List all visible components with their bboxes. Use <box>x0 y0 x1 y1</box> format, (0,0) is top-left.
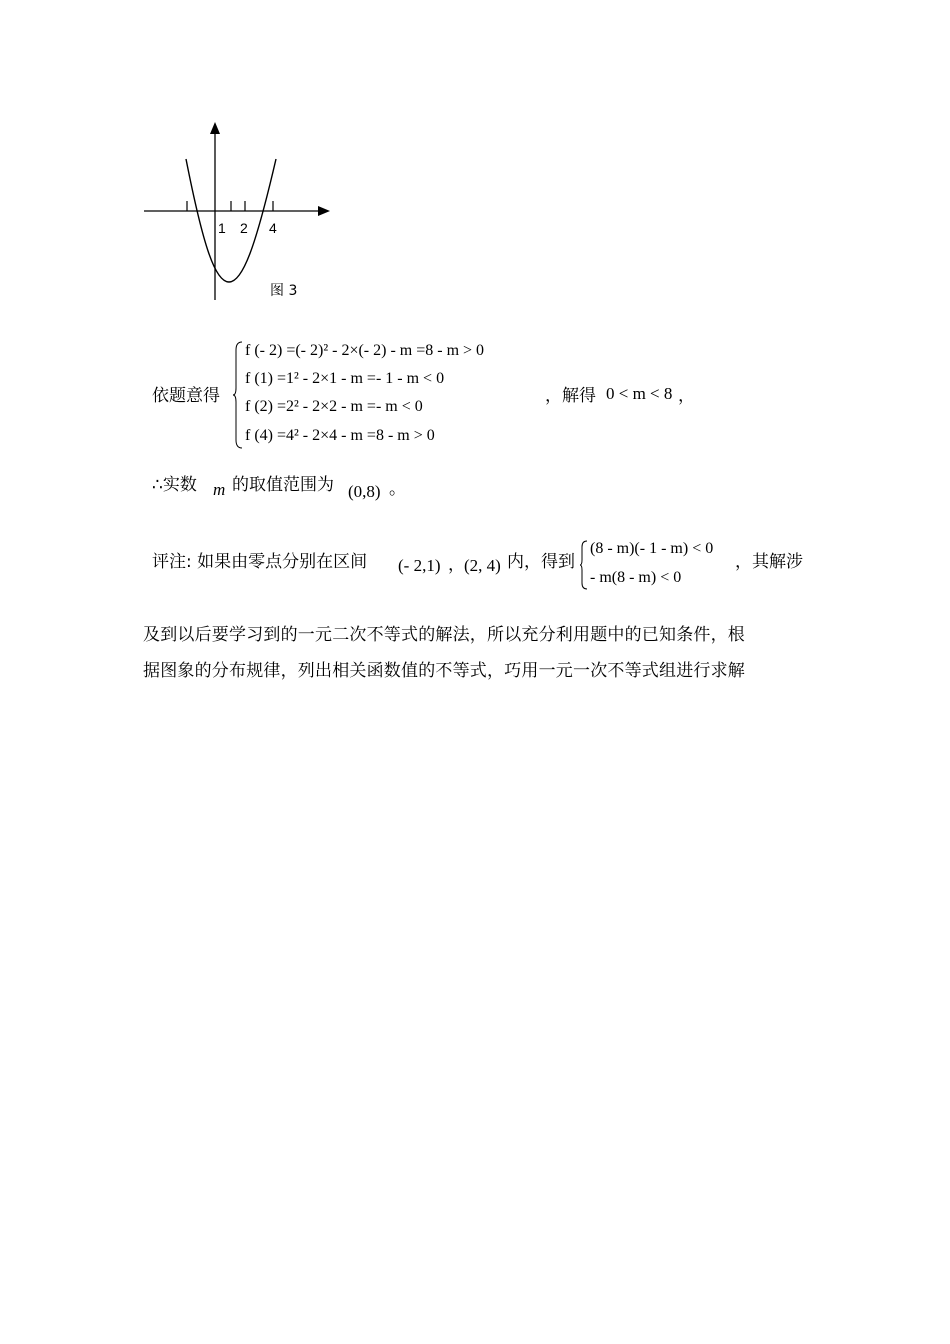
y-axis-arrow <box>210 122 220 134</box>
tick-label-2: 2 <box>240 220 248 236</box>
system-line-3: f (2) =2² - 2×2 - m =- m < 0 <box>245 398 423 415</box>
figure-caption: 图 3 <box>270 283 298 299</box>
solve-text: ，解得 <box>545 386 596 406</box>
system-brace <box>232 340 244 450</box>
remark-mid: 内，得到 <box>507 552 575 572</box>
parabola-curve <box>186 159 276 282</box>
tick-label-1: 1 <box>218 220 226 236</box>
tick-label-4: 4 <box>269 220 277 236</box>
remark-system-line-2: - m(8 - m) < 0 <box>590 569 682 586</box>
remark-interval-2: (2, 4) <box>464 556 501 575</box>
remark-interval-1: (- 2,1) <box>398 556 441 575</box>
system-line-2: f (1) =1² - 2×1 - m =- 1 - m < 0 <box>245 370 445 387</box>
conclusion-prefix: ∴实数 <box>152 475 197 495</box>
parabola-figure <box>130 115 350 310</box>
remark-line-2: 及到以后要学习到的一元二次不等式的解法，所以充分利用题中的已知条件，根 <box>143 625 745 645</box>
system-line-4: f (4) =4² - 2×4 - m =8 - m > 0 <box>245 427 435 444</box>
remark-system-line-1: (8 - m)(- 1 - m) < 0 <box>590 540 714 557</box>
solution-intro: 依题意得 <box>152 386 220 406</box>
remark-lead: 评注: 如果由零点分别在区间 <box>152 552 368 572</box>
conclusion-var: m <box>213 480 226 499</box>
solve-end: ， <box>678 386 695 406</box>
remark-comma: ， <box>448 555 465 575</box>
remark-brace <box>579 539 589 591</box>
conclusion-interval: (0,8) <box>348 482 381 501</box>
x-axis-arrow <box>318 206 330 216</box>
remark-line-3: 据图象的分布规律，列出相关函数值的不等式，巧用一元一次不等式组进行求解 <box>143 661 745 681</box>
conclusion-end: 。 <box>389 479 406 499</box>
remark-tail: ，其解涉 <box>735 552 803 572</box>
conclusion-mid: 的取值范围为 <box>232 475 334 495</box>
system-line-1: f (- 2) =(- 2)² - 2×(- 2) - m =8 - m > 0 <box>245 342 485 359</box>
solve-result: 0 < m < 8 <box>606 384 673 403</box>
